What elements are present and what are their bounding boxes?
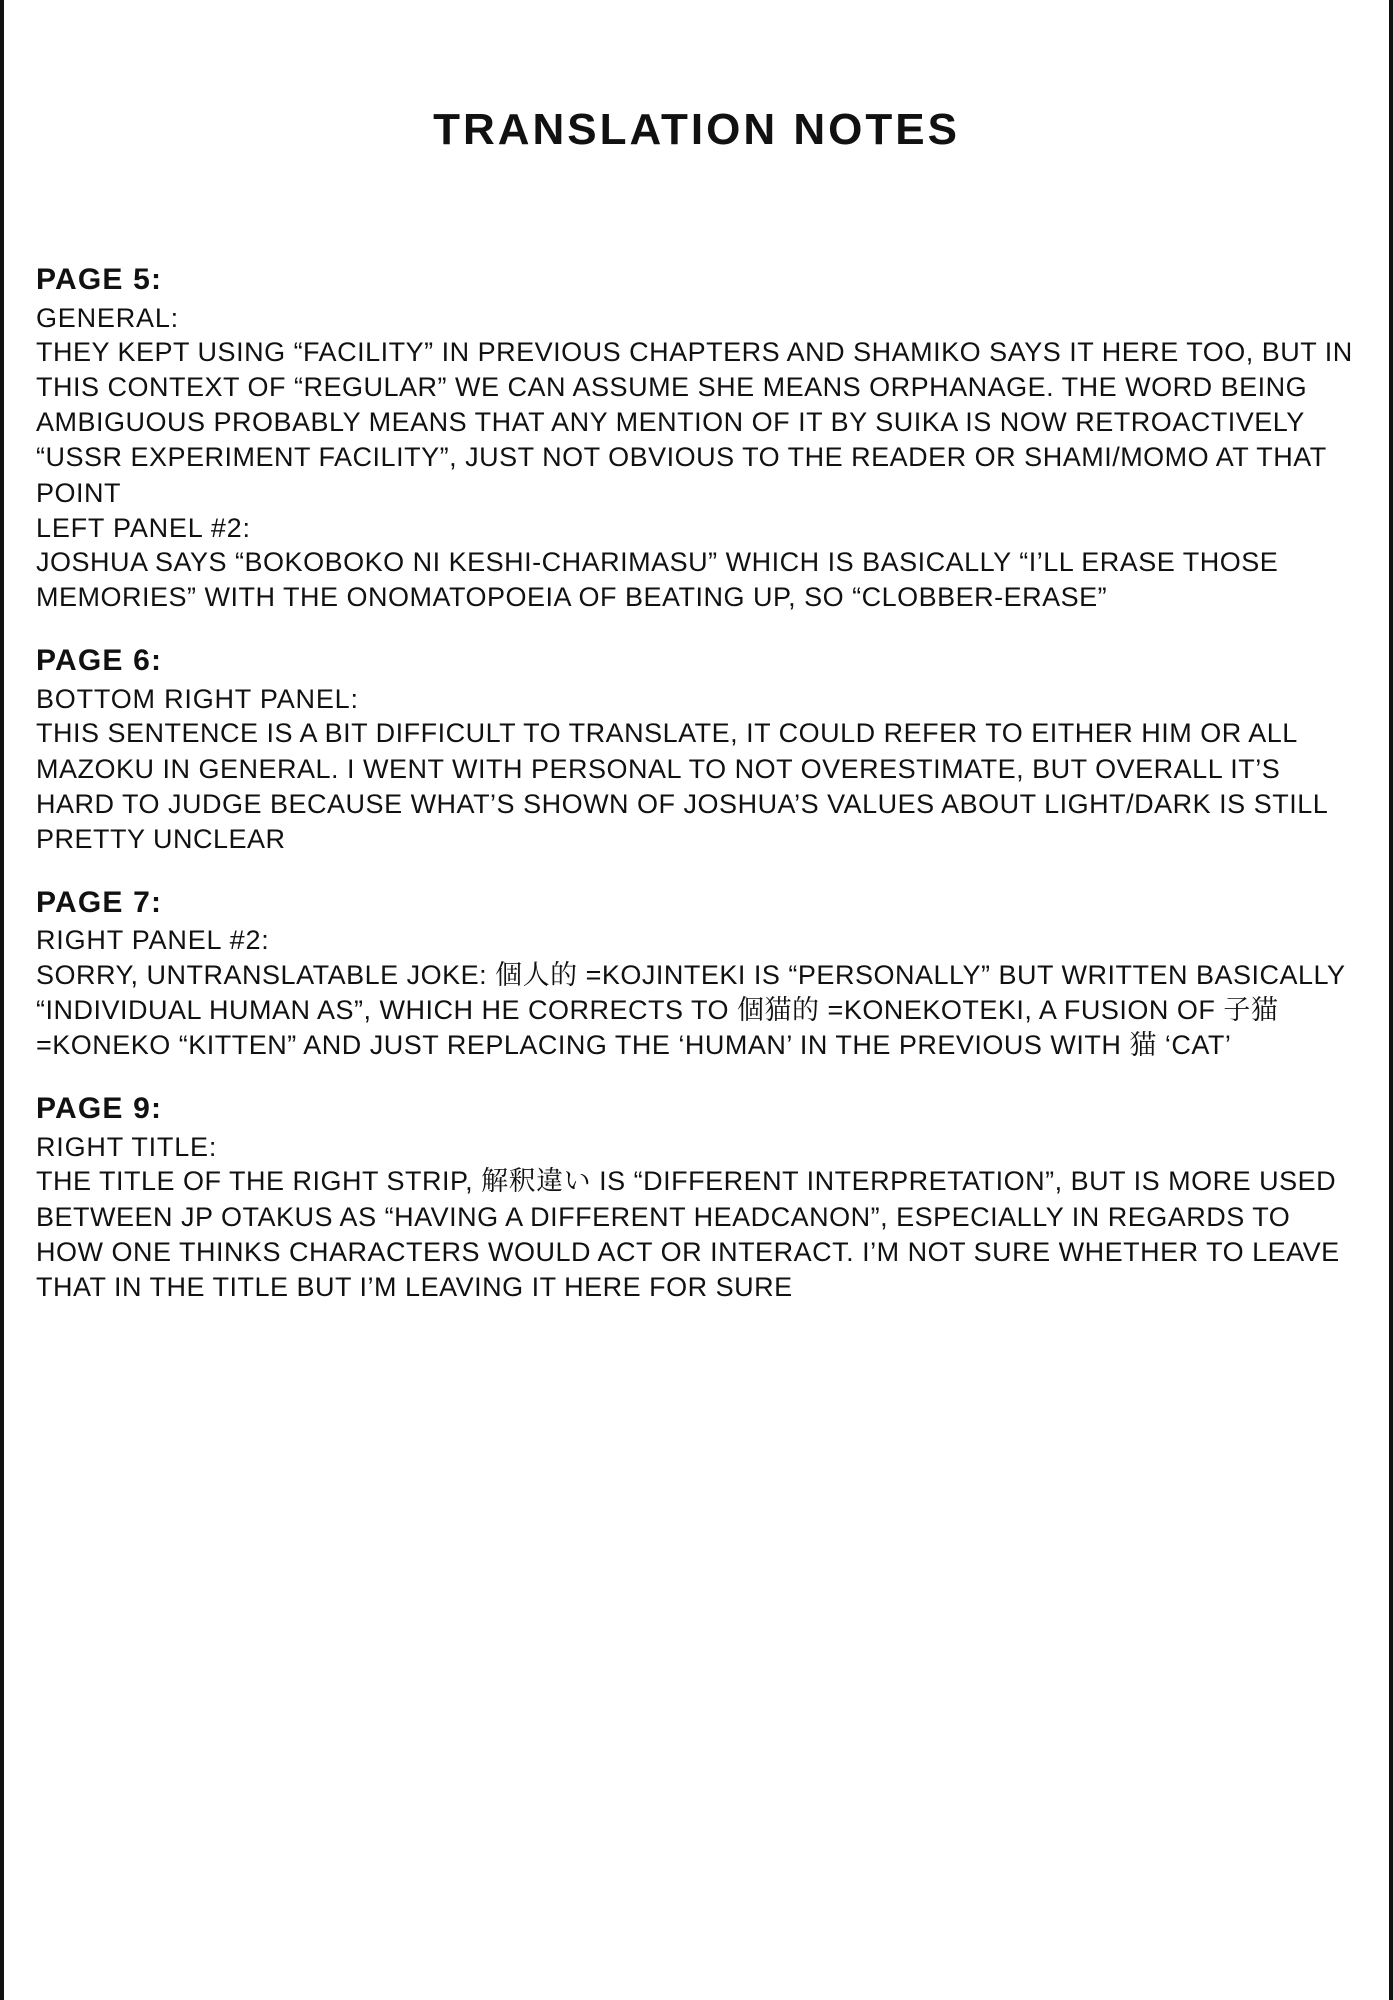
- section-page-5: [36, 262, 1361, 615]
- note-paragraph: THEY KEPT USING “FACILITY” IN PREVIOUS CHAPTERS AND SHAMIKO SAYS IT HERE TOO, BUT IN THIS CONTEXT OF “REGULAR” WE CAN ASSUME SHE MEANS ORPHANAGE. THE WORD BEING AMBIGUOUS PROBABLY MEANS THAT ANY MENTION OF IT BY SUIKA IS NOW RETROACTIVELY “USSR EXPERIMENT FACILITY”, JUST NOT OBVIOUS TO THE READER OR SHAMI/MOMO AT THAT POINT: [36, 337, 1361, 508]
- section-heading: PAGE 5:: [36, 263, 163, 296]
- note-paragraph: THE TITLE OF THE RIGHT STRIP, 解釈違い IS “DIFFERENT INTERPRETATION”, BUT IS MORE USED BETWEEN JP OTAKUS AS “HAVING A DIFFERENT HEADCANON”, ESPECIALLY IN REGARDS TO HOW ONE THINKS CHARACTERS WOULD ACT OR INTERACT. I’M NOT SURE WHETHER TO LEAVE THAT IN THE TITLE BUT I’M LEAVING IT HERE FOR SURE: [36, 1166, 1348, 1302]
- section-heading: PAGE 6:: [36, 644, 163, 678]
- sub-heading: RIGHT PANEL #2:: [36, 925, 270, 956]
- note-paragraph: JOSHUA SAYS “BOKOBOKO NI KESHI-CHARIMASU” WHICH IS BASICALLY “I’LL ERASE THOSE MEMORIES” WITH THE ONOMATOPOEIA OF BEATING UP, SO “CLOBBER-ERASE”: [36, 547, 1287, 613]
- sub-heading: GENERAL:: [36, 302, 179, 333]
- section-page-9: [36, 1091, 1356, 1305]
- section-heading: PAGE 9:: [36, 1092, 163, 1126]
- section-page-7: [36, 885, 1356, 1063]
- sub-heading: BOTTOM RIGHT PANEL:: [36, 683, 359, 714]
- note-paragraph: THIS SENTENCE IS A BIT DIFFICULT TO TRANSLATE, IT COULD REFER TO EITHER HIM OR ALL MAZOKU IN GENERAL. I WENT WITH PERSONAL TO NOT OVERESTIMATE, BUT OVERALL IT’S HARD TO JUDGE BECAUSE WHAT’S SHOWN OF JOSHUA’S VALUES ABOUT LIGHT/DARK IS STILL PRETTY UNCLEAR: [36, 718, 1336, 854]
- note-paragraph: SORRY, UNTRANSLATABLE JOKE: 個人的 =KOJINTEKI IS “PERSONALLY” BUT WRITTEN BASICALLY “INDIVIDUAL HUMAN AS”, WHICH HE CORRECTS TO 個猫的 =KONEKOTEKI, A FUSION OF 子猫=KONEKO “KITTEN” AND JUST REPLACING THE ‘HUMAN’ IN THE PREVIOUS WITH 猫 ‘CAT’: [36, 960, 1354, 1061]
- sub-heading: RIGHT TITLE:: [36, 1131, 218, 1162]
- sub-heading: LEFT PANEL #2:: [36, 512, 251, 543]
- notes-content: [36, 262, 1361, 1333]
- section-page-6: [36, 643, 1356, 857]
- section-heading: PAGE 7:: [36, 885, 163, 919]
- page-title: TRANSLATION NOTES: [433, 105, 960, 154]
